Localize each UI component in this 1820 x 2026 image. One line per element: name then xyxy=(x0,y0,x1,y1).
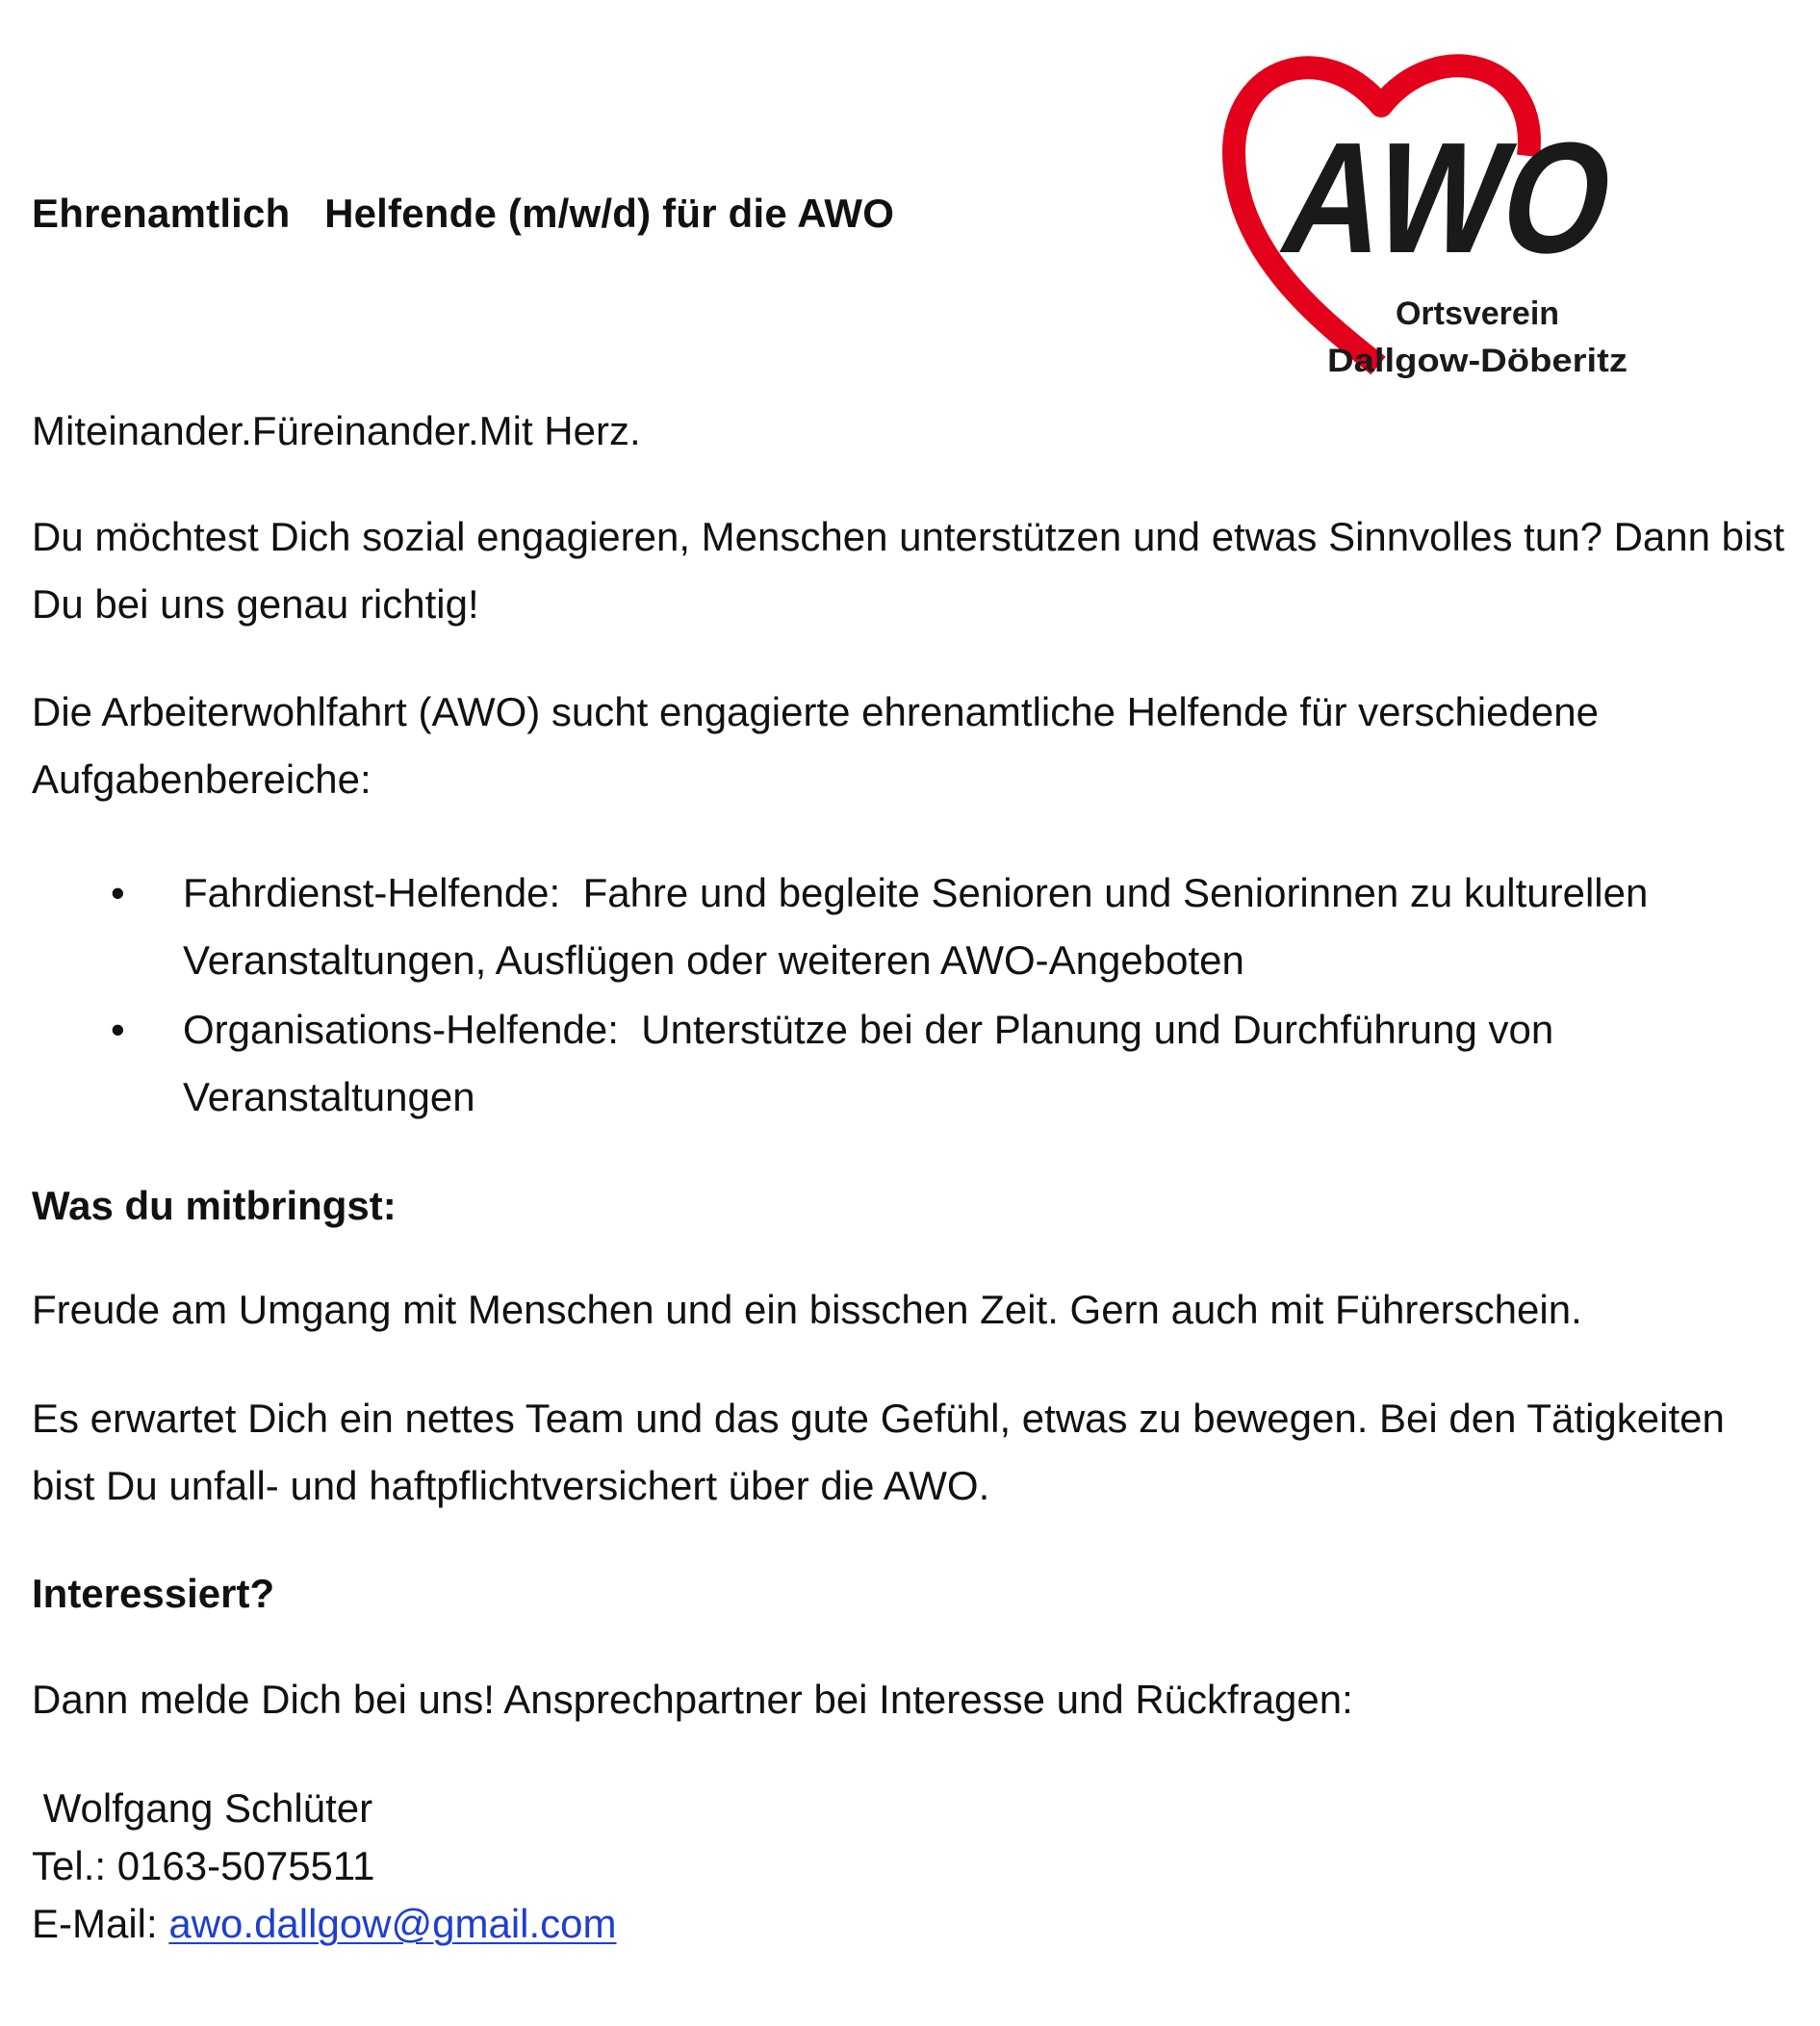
contact-email-line xyxy=(32,1895,617,1953)
awo-logo-graphic xyxy=(1222,38,1742,385)
email-label: E-Mail: xyxy=(32,1901,169,1946)
offer-paragraph: Es erwartet Dich ein nettes Team und das gute Gefühl, etwas zu bewegen. Bei den Tätigkeiten bist Du unfall- und haftpflichtversichert über die AWO. xyxy=(32,1396,1725,1508)
awo-wordmark xyxy=(1269,110,1683,287)
awo-logo xyxy=(1222,38,1742,385)
contact-intro: Dann melde Dich bei uns! Ansprechpartner bei Interesse und Rückfragen: xyxy=(32,1677,1353,1722)
logo-subtitle-ortsverein: Ortsverein xyxy=(1395,295,1560,332)
contact-phone-line xyxy=(32,1837,617,1895)
page-title: Ehrenamtlich Helfende (m/w/d) für die AWO xyxy=(32,191,895,236)
phone-label: Tel.: xyxy=(32,1843,117,1888)
bullet-icon: • xyxy=(111,1007,125,1052)
motto: Miteinander.Füreinander.Mit Herz. xyxy=(32,408,641,453)
task-label: Organisations-Helfende: xyxy=(183,1007,619,1052)
interest-heading: Interessiert? xyxy=(32,1571,275,1616)
phone-number[interactable]: 0163-5075511 xyxy=(116,1843,375,1888)
task-list xyxy=(32,859,1793,1133)
task-label: Fahrdienst-Helfende: xyxy=(183,870,561,915)
intro-paragraph: Du möchtest Dich sozial engagieren, Menschen unterstützen und etwas Sinnvolles tun? Dann bist Du bei uns genau richtig! xyxy=(32,514,1785,627)
contact-block xyxy=(32,1780,617,1953)
logo-subtitle-dallgow: Dallgow-Döberitz xyxy=(1327,343,1628,379)
contact-name: Wolfgang Schlüter xyxy=(32,1785,373,1831)
email-link[interactable]: awo.dallgow@gmail.com xyxy=(168,1901,617,1946)
requirements-heading: Was du mitbringst: xyxy=(32,1183,397,1228)
task-text: Unterstütze bei der Planung und Durchführung von Veranstaltungen xyxy=(183,1007,1554,1119)
search-paragraph: Die Arbeiterwohlfahrt (AWO) sucht engagierte ehrenamtliche Helfende für verschiedene Aufgabenbereiche: xyxy=(32,689,1599,802)
bullet-icon: • xyxy=(111,870,125,915)
list-item xyxy=(32,859,1793,994)
list-item xyxy=(32,996,1793,1131)
awo-wordmark-text: AWO xyxy=(1269,110,1683,287)
requirements-paragraph: Freude am Umgang mit Menschen und ein bisschen Zeit. Gern auch mit Führerschein. xyxy=(32,1287,1582,1332)
task-text: Fahre und begleite Senioren und Seniorinnen zu kulturellen Veranstaltungen, Ausflügen oder weiteren AWO-Angeboten xyxy=(183,870,1649,983)
